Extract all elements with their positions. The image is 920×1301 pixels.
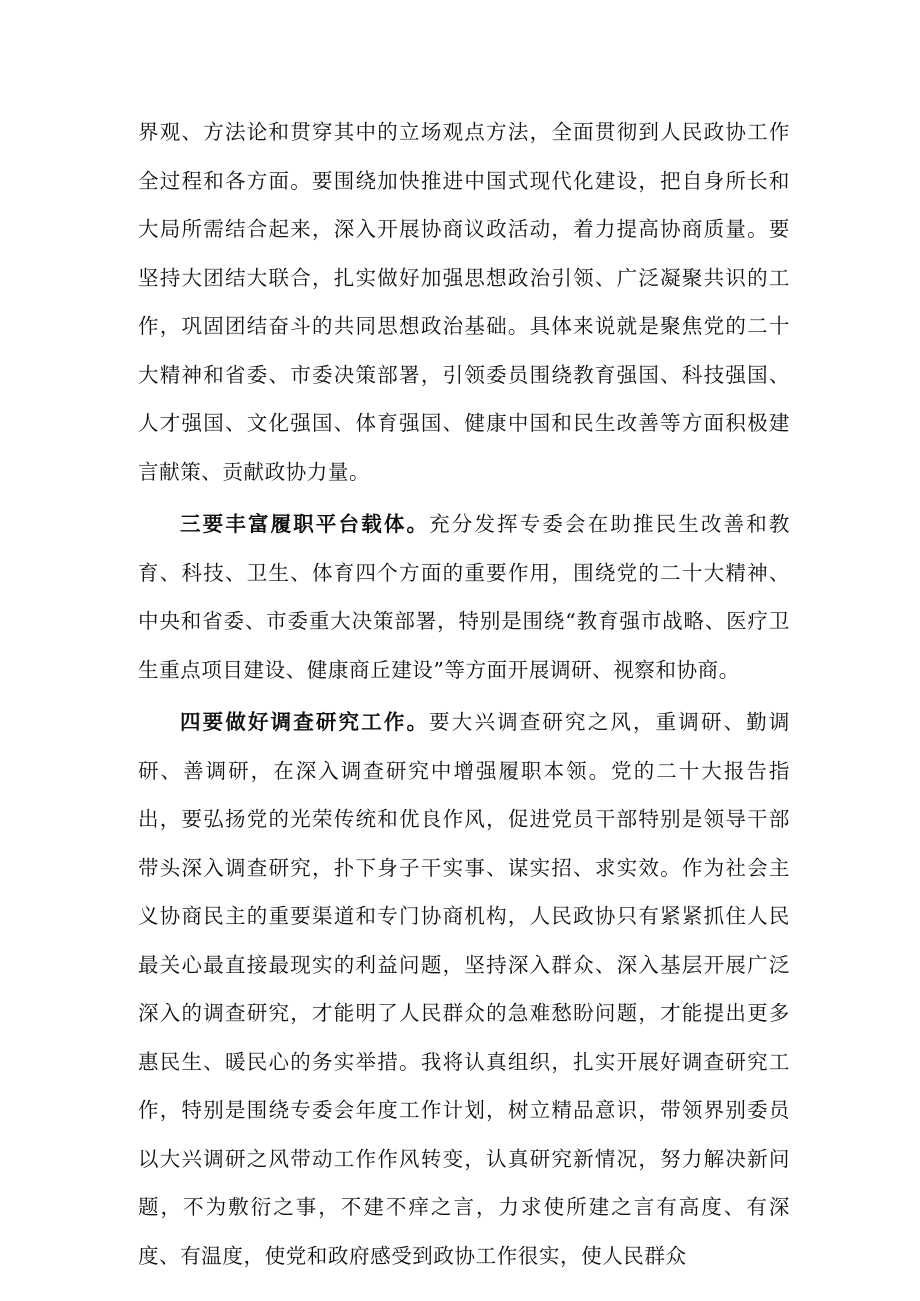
paragraph-heading: 三要丰富履职平台载体。 — [180, 512, 430, 536]
paragraph-text: 界观、方法论和贯穿其中的立场观点方法，全面贯彻到人民政协工作全过程和各方面。要围绕加快推进中国式现代化建设，把自身所长和大局所需结合起来，深入开展协商议政活动，着力提高协商质量。要坚持大团结大联合，扎实做好加强思想政治引领、广泛凝聚共识的工作，巩固团结奋斗的共同思想政治基础。具体来说就是聚焦党的二十大精神和省委、市委决策部署，引领委员围绕教育强国、科技强国、人才强国、文化强国、体育强国、健康中国和民生改善等方面积极建言献策、贡献政协力量。 — [138, 120, 790, 484]
document-page — [138, 108, 790, 1280]
paragraph-text: 充分发挥专委会在助推民生改善和教育、科技、卫生、体育四个方面的重要作用，围绕党的二十大精神、中央和省委、市委重大决策部署，特别是围绕“教育强市战略、医疗卫生重点项目建设、健康商丘建设”等方面开展调研、视察和协商。 — [138, 512, 790, 682]
paragraph-continuation — [138, 108, 790, 496]
paragraph-research — [138, 698, 790, 1280]
paragraph-text: 要大兴调查研究之风，重调研、勤调研、善调研，在深入调查研究中增强履职本领。党的二十大报告指出，要弘扬党的光荣传统和优良作风，促进党员干部特别是领导干部带头深入调查研究，扑下身子干实事、谋实招、求实效。作为社会主义协商民主的重要渠道和专门协商机构，人民政协只有紧紧抓住人民最关心最直接最现实的利益问题，坚持深入群众、深入基层开展广泛深入的调查研究，才能明了人民群众的急难愁盼问题，才能提出更多惠民生、暖民心的务实举措。我将认真组织，扎实开展好调查研究工作，特别是围绕专委会年度工作计划，树立精品意识，带领界别委员以大兴调研之风带动工作作风转变，认真研究新情况，努力解决新问题，不为敷衍之事，不建不痒之言，力求使所建之言有高度、有深度、有温度，使党和政府感受到政协工作很实，使人民群众 — [138, 710, 790, 1268]
paragraph-heading: 四要做好调查研究工作。 — [180, 710, 430, 734]
paragraph-platform — [138, 500, 790, 694]
